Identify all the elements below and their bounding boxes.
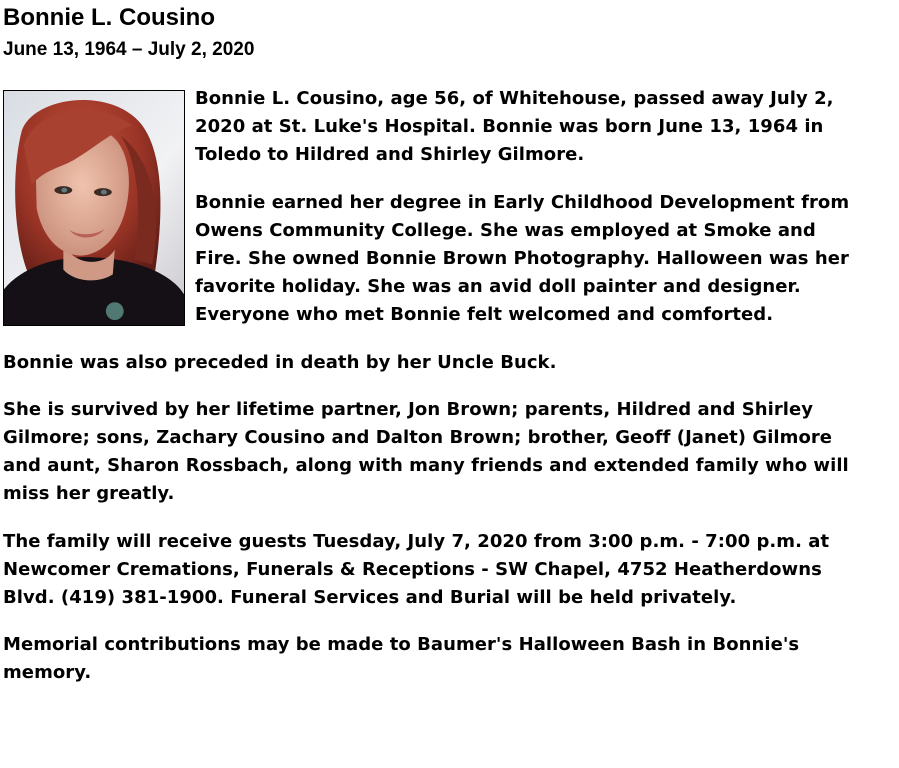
- paragraph-memorial: Memorial contributions may be made to Baumer's Halloween Bash in Bonnie's memory.: [3, 634, 800, 684]
- obituary-dates: June 13, 1964 – July 2, 2020: [3, 39, 255, 60]
- portrait-illustration: [4, 91, 184, 325]
- paragraph-services: The family will receive guests Tuesday, July 7, 2020 from 3:00 p.m. - 7:00 p.m. at Newcomer Cremations, Funerals & Receptions - SW Chapel, 4752 Heatherdowns Blvd. (419) 381-1900. Funeral Services and Burial will be held privately.: [3, 530, 830, 609]
- paragraph-survived: She is survived by her lifetime partner, Jon Brown; parents, Hildred and Shirley Gilmore; sons, Zachary Cousino and Dalton Brown; brother, Geoff (Janet) Gilmore and aunt, Sharon Rossbach, along with many friends and extended family who will miss her greatly.: [3, 398, 849, 505]
- portrait-photo: [3, 90, 185, 326]
- obituary-name: Bonnie L. Cousino: [3, 4, 215, 31]
- paragraph-intro: Bonnie L. Cousino, age 56, of Whitehouse, passed away July 2, 2020 at St. Luke's Hospital. Bonnie was born June 13, 1964 in Toledo to Hildred and Shirley Gilmore.: [195, 88, 834, 166]
- paragraph-career: Bonnie earned her degree in Early Childhood Development from Owens Community College. She was employed at Smoke and Fire. She owned Bonnie Brown Photography. Halloween was her favorite holiday. She was an avid doll painter and designer. Everyone who met Bonnie felt welcomed and comforted.: [195, 191, 850, 326]
- obituary-body: [3, 85, 851, 707]
- paragraph-preceded: Bonnie was also preceded in death by her Uncle Buck.: [3, 351, 557, 373]
